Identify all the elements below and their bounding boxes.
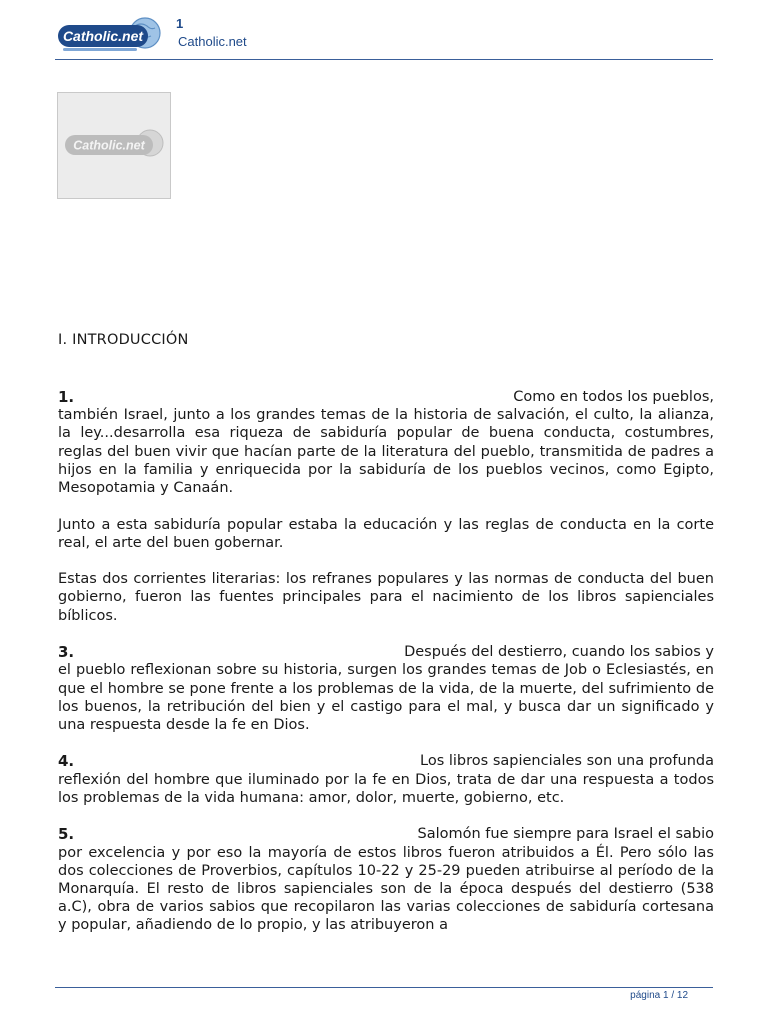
paragraph-first-line: Después del destierro, cuando los sabios y	[404, 644, 714, 661]
section-heading: I. INTRODUCCIÓN	[58, 332, 189, 348]
paragraph-number: 1.	[58, 388, 75, 406]
svg-text:Catholic.net: Catholic.net	[73, 138, 145, 153]
footer-divider	[55, 987, 713, 988]
paragraph-3	[58, 570, 714, 625]
paragraph-first-line: Salomón fue siempre para Israel el sabio	[417, 826, 714, 843]
paragraph-number: 5.	[58, 825, 75, 844]
paragraph-text: Junto a esta sabiduría popular estaba la educación y las reglas de conducta en la corte real, el arte del buen gobernar.	[58, 516, 714, 551]
paragraph-2	[58, 516, 714, 552]
header-page-number: 1	[176, 16, 184, 31]
paragraph-number: 3.	[58, 643, 75, 662]
header-divider	[55, 59, 713, 60]
paragraph-text: también Israel, junto a los grandes temas de la historia de salvación, el culto, la alianza, la ley...desarrolla esa riqueza de sabiduría popular de buena conducta, costumbres, reglas del buen vivir que hacían parte de la literatura del pueblo, transmitida de padres a hijos en la familia y enriquecida por la sabiduría de los pueblos vecinos, como Egipto, Mesopotamia y Canaán.	[58, 407, 714, 497]
paragraph-1	[58, 388, 714, 497]
paragraph-number: 4.	[58, 752, 75, 771]
paragraph-6	[58, 825, 714, 934]
paragraph-first-line: Los libros sapienciales son una profunda	[420, 753, 714, 770]
image-placeholder	[57, 92, 171, 199]
header-site-link[interactable]: Catholic.net	[178, 34, 247, 49]
paragraph-first-line: Como en todos los pueblos,	[513, 389, 714, 405]
paragraph-4	[58, 643, 714, 734]
paragraph-text: por excelencia y por eso la mayoría de estos libros fueron atribuidos a Él. Pero sólo las dos colecciones de Proverbios, capítulos 10-22 y 25-29 pueden atribuirse al período de la Monarquía. El resto de libros sapienciales son de la época después del destierro (538 a.C), obra de varios sabios que recopilaron las varias colecciones de sabiduría cortesana y popular, añadiendo de lo propio, y las atribuyeron a	[58, 844, 714, 934]
page-header	[0, 0, 768, 62]
paragraph-text: el pueblo reflexionan sobre su historia, surgen los grandes temas de Job o Eclesiastés, en que el hombre se pone frente a los problemas de la vida, de la muerte, del sufrimiento de los buenos, la retribución del bien y el castigo para el mal, y busca dar un significado y una respuesta desde la fe en Dios.	[58, 662, 714, 733]
svg-text:Catholic.net: Catholic.net	[62, 28, 144, 44]
catholic-net-logo[interactable]	[57, 16, 161, 54]
document-body	[58, 388, 714, 953]
paragraph-text: Estas dos corrientes literarias: los refranes populares y las normas de conducta del buen gobierno, fueron las fuentes principales para el nacimiento de los libros sapienciales bíblicos.	[58, 571, 714, 624]
paragraph-5	[58, 752, 714, 807]
paragraph-text: reflexión del hombre que iluminado por la fe en Dios, trata de dar una respuesta a todos los problemas de la vida humana: amor, dolor, muerte, gobierno, etc.	[58, 771, 714, 806]
footer-page-indicator: página 1 / 12	[630, 990, 688, 1001]
placeholder-logo	[64, 127, 164, 163]
